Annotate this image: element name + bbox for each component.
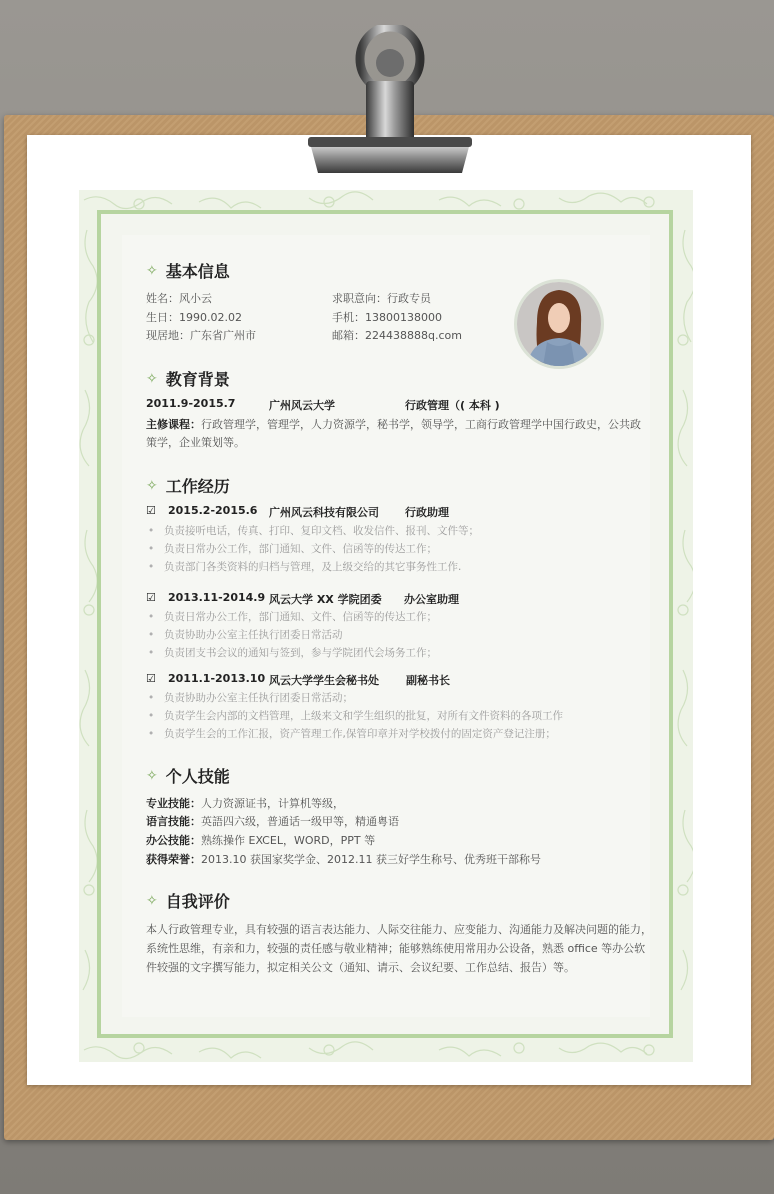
education-school: 广州风云大学 <box>269 399 335 412</box>
name-field: 姓名：风小云 <box>146 292 212 305</box>
job-company: 风云大学学生会秘书处 <box>269 674 379 687</box>
basic-title: 基本信息 <box>165 262 230 281</box>
duty-text: 负责接听电话，传真、打印、复印文档、收发信件、报刊、文件等； <box>164 525 479 537</box>
avatar <box>514 279 604 369</box>
address-field: 现居地：广东省广州市 <box>146 329 256 342</box>
section-title-skills <box>146 764 230 787</box>
job-period: 2013.11-2014.9 <box>168 591 266 604</box>
skill-label: 获得荣誉： <box>146 853 201 866</box>
duty-item <box>148 726 556 741</box>
bullet-icon: • <box>148 611 155 623</box>
job-header <box>146 672 450 687</box>
duty-item <box>148 609 437 624</box>
duty-text: 负责协助办公室主任执行团委日常活动 <box>164 629 343 641</box>
duty-text: 负责部门各类资料的归档与管理，及上级交给的其它事务性工作. <box>164 561 462 573</box>
section-title-work <box>146 474 230 497</box>
sparkle-icon: ✧ <box>146 767 158 784</box>
duty-item <box>148 627 343 642</box>
job-period: 2015.2-2015.6 <box>168 504 258 517</box>
skill-value: 熟练操作 EXCEL，WORD，PPT 等 <box>201 834 376 847</box>
skill-label: 办公技能： <box>146 834 201 847</box>
skill-row <box>146 795 344 811</box>
courses-line2: 策学，企业策划等。 <box>146 436 245 449</box>
job-company: 风云大学 XX 学院团委 <box>269 593 382 606</box>
job-header <box>146 504 449 519</box>
duty-item <box>148 523 479 538</box>
skill-row <box>146 832 375 848</box>
skill-value: 人力资源证书，计算机等级， <box>201 797 344 810</box>
duty-text: 负责日常办公工作，部门通知、文件、信函等的传达工作； <box>164 543 437 555</box>
sparkle-icon: ✧ <box>146 262 158 279</box>
duty-item <box>148 541 437 556</box>
checkbox-icon: ☑ <box>146 504 156 517</box>
bullet-icon: • <box>148 543 155 555</box>
phone-field: 手机：13800138000 <box>332 311 442 324</box>
job-period: 2011.1-2013.10 <box>168 672 266 685</box>
section-title-education <box>146 367 230 390</box>
email-field: 邮箱：224438888q.com <box>332 329 462 342</box>
job-company: 广州风云科技有限公司 <box>269 506 379 519</box>
bullet-icon: • <box>148 710 155 722</box>
duty-text: 负责日常办公工作，部门通知、文件、信函等的传达工作； <box>164 611 437 623</box>
sparkle-icon: ✧ <box>146 892 158 909</box>
checkbox-icon: ☑ <box>146 672 156 685</box>
self-eval-line1: 本人行政管理专业，具有较强的语言表达能力、人际交往能力、应变能力、沟通能力及解决问题的能力， <box>146 923 652 936</box>
sparkle-icon: ✧ <box>146 477 158 494</box>
section-title-basic <box>146 259 230 282</box>
duty-text: 负责团支书会议的通知与签到，参与学院团代会场务工作； <box>164 647 437 659</box>
duty-item <box>148 690 353 705</box>
bullet-icon: • <box>148 561 155 573</box>
work-title: 工作经历 <box>165 477 230 496</box>
skill-value: 英語四六级，普通话一级甲等，精通粤语 <box>201 815 399 828</box>
courses-label: 主修课程： <box>146 418 201 431</box>
duty-item <box>148 708 563 723</box>
education-period: 2011.9-2015.7 <box>146 397 236 410</box>
education-major: 行政管理（( 本科 ) <box>405 399 500 412</box>
self-eval-line2: 系统性思维，有亲和力，较强的责任感与敬业精神；能够熟练使用常用办公设备，熟悉 office 等办公软 <box>146 942 646 955</box>
skill-label: 专业技能： <box>146 797 201 810</box>
skill-value: 2013.10 获国家奖学金、2012.11 获三好学生称号、优秀班干部称号 <box>201 853 541 866</box>
skill-row <box>146 851 541 867</box>
job-role: 副秘书长 <box>406 674 450 687</box>
bullet-icon: • <box>148 629 155 641</box>
bullet-icon: • <box>148 647 155 659</box>
bullet-icon: • <box>148 728 155 740</box>
job-role: 行政助理 <box>405 506 449 519</box>
courses-line1 <box>146 416 641 432</box>
duty-item <box>148 645 437 660</box>
duty-text: 负责学生会内部的文档管理，上级来文和学生组织的批复，对所有文件资料的各项工作 <box>164 710 563 722</box>
duty-text: 负责学生会的工作汇报，资产管理工作,保管印章并对学校拨付的固定资产登记注册； <box>164 728 556 740</box>
bullet-icon: • <box>148 692 155 704</box>
job-header <box>146 591 459 606</box>
duty-item <box>148 559 461 574</box>
checkbox-icon: ☑ <box>146 591 156 604</box>
courses-text1: 行政管理学，管理学，人力资源学，秘书学，领导学，工商行政管理学中国行政史，公共政 <box>201 418 641 431</box>
section-title-self-eval <box>146 889 230 912</box>
skills-title: 个人技能 <box>165 767 230 786</box>
job-role: 办公室助理 <box>404 593 459 606</box>
education-title: 教育背景 <box>165 370 230 389</box>
binder-clip-icon <box>300 25 480 179</box>
intent-field: 求职意向：行政专员 <box>332 292 431 305</box>
sparkle-icon: ✧ <box>146 370 158 387</box>
birthday-field: 生日：1990.02.02 <box>146 311 242 324</box>
skill-row <box>146 813 399 829</box>
self-eval-line3: 件较强的文字撰写能力，拟定相关公文（通知、请示、会议纪要、工作总结、报告）等。 <box>146 961 575 974</box>
skill-label: 语言技能： <box>146 815 201 828</box>
self-eval-title: 自我评价 <box>165 892 230 911</box>
bullet-icon: • <box>148 525 155 537</box>
duty-text: 负责协助办公室主任执行团委日常活动； <box>164 692 353 704</box>
